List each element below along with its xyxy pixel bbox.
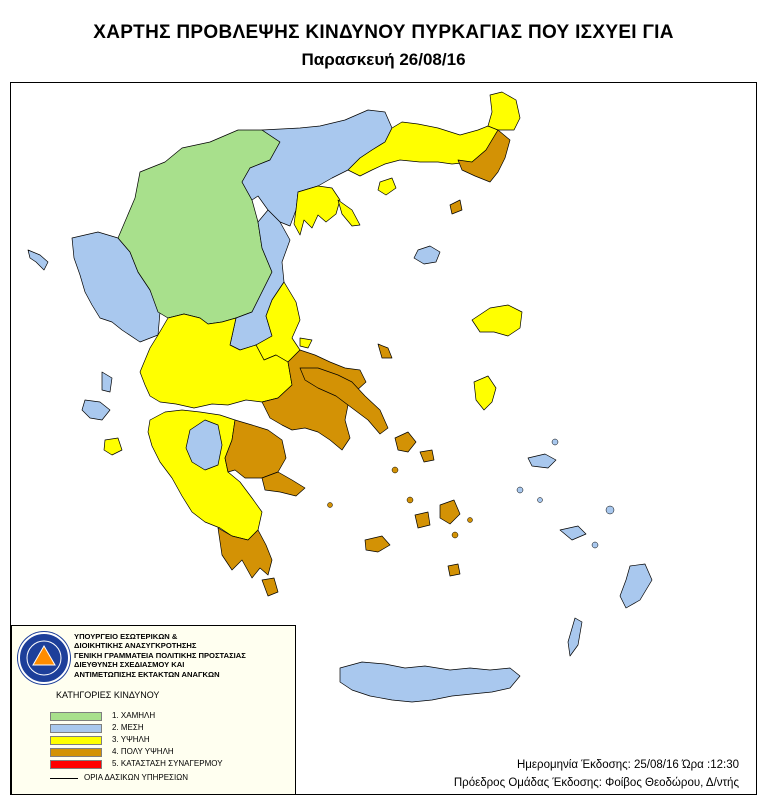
island-kythira bbox=[262, 578, 278, 596]
island-skiathos bbox=[300, 338, 312, 348]
island-corfu bbox=[28, 250, 48, 270]
civil-protection-logo bbox=[18, 632, 70, 684]
island-limnos bbox=[414, 246, 440, 264]
island-tinos bbox=[420, 450, 434, 462]
categories-title: ΚΑΤΗΓΟΡΙΕΣ ΚΙΝΔΥΝΟΥ bbox=[56, 690, 160, 700]
issue-author: Πρόεδρος Ομάδας Έκδοσης: Φοίβος Θεοδώρου, Δ/ντής bbox=[453, 777, 739, 789]
swatch-very-high bbox=[50, 748, 102, 757]
legend-label: 3. ΥΨΗΛΗ bbox=[112, 735, 150, 744]
island-naxos bbox=[440, 500, 460, 524]
island-thasos bbox=[378, 178, 396, 195]
boundary-label: ΟΡΙΑ ΔΑΣΙΚΩΝ ΥΠΗΡΕΣΙΩΝ bbox=[84, 773, 188, 782]
swatch-medium bbox=[50, 724, 102, 733]
region-athos bbox=[338, 200, 360, 226]
legend-label: 1. ΧΑΜΗΛΗ bbox=[112, 711, 156, 720]
region-argolida bbox=[262, 472, 305, 496]
swatch-alarm bbox=[50, 760, 102, 769]
agency-line: ΔΙΕΥΘΥΝΣΗ ΣΧΕΔΙΑΣΜΟΥ ΚΑΙ bbox=[74, 660, 185, 670]
legend-label: 5. ΚΑΤΑΣΤΑΣΗ ΣΥΝΑΓΕΡΜΟΥ bbox=[112, 759, 223, 768]
legend-label: 2. ΜΕΣΗ bbox=[112, 723, 144, 732]
legend-item-low bbox=[50, 712, 290, 722]
agency-line: ΔΙΟΙΚΗΤΙΚΗΣ ΑΝΑΣΥΓΚΡΟΤΗΣΗΣ bbox=[74, 641, 197, 651]
issue-date: Ημερομηνία Έκδοσης: 25/08/16 Ώρα :12:30 bbox=[517, 759, 739, 771]
legend-label: 4. ΠΟΛΥ ΥΨΗΛΗ bbox=[112, 747, 174, 756]
legend-item-alarm bbox=[50, 760, 290, 770]
island-lesvos bbox=[472, 305, 522, 336]
legend-item-high bbox=[50, 736, 290, 746]
map-date: Παρασκευή 26/08/16 bbox=[301, 50, 466, 69]
island-zakynthos bbox=[104, 438, 122, 455]
island-rhodes bbox=[620, 564, 652, 608]
agency-line: ΓΕΝΙΚΗ ΓΡΑΜΜΑΤΕΙΑ ΠΟΛΙΤΙΚΗΣ ΠΡΟΣΤΑΣΙΑΣ bbox=[74, 650, 246, 660]
agency-name bbox=[74, 632, 294, 679]
legend-box bbox=[11, 625, 296, 795]
island-karpathos bbox=[568, 618, 582, 656]
island-andros bbox=[395, 432, 416, 452]
region-evros-north bbox=[488, 92, 520, 130]
island-santorini bbox=[448, 564, 460, 576]
island-milos bbox=[365, 536, 390, 552]
island-kefalonia bbox=[82, 400, 110, 420]
island-lefkada bbox=[102, 372, 112, 392]
legend-item-very-high bbox=[50, 748, 290, 758]
island-paros bbox=[415, 512, 430, 528]
map-title: ΧΑΡΤΗΣ ΠΡΟΒΛΕΨΗΣ ΚΙΝΔΥΝΟΥ ΠΥΡΚΑΓΙΑΣ ΠΟΥ ΙΣΧΥΕΙ ΓΙΑ bbox=[93, 22, 674, 43]
swatch-high bbox=[50, 736, 102, 745]
boundary-line-swatch bbox=[50, 778, 78, 779]
swatch-low bbox=[50, 712, 102, 721]
island-crete bbox=[340, 662, 520, 702]
island-samos bbox=[528, 454, 556, 468]
island-skopelos bbox=[378, 344, 392, 358]
island-kos bbox=[560, 526, 586, 540]
region-corinthia bbox=[225, 420, 286, 478]
agency-line: ΥΠΟΥΡΓΕΙΟ ΕΣΩΤΕΡΙΚΩΝ & bbox=[74, 632, 178, 641]
island-samothraki bbox=[450, 200, 462, 214]
agency-line: ΑΝΤΙΜΕΤΩΠΙΣΗΣ ΕΚΤΑΚΤΩΝ ΑΝΑΓΚΩΝ bbox=[74, 669, 220, 679]
island-chios bbox=[474, 376, 496, 410]
legend-item-medium bbox=[50, 724, 290, 734]
region-chalkidiki bbox=[294, 186, 340, 235]
